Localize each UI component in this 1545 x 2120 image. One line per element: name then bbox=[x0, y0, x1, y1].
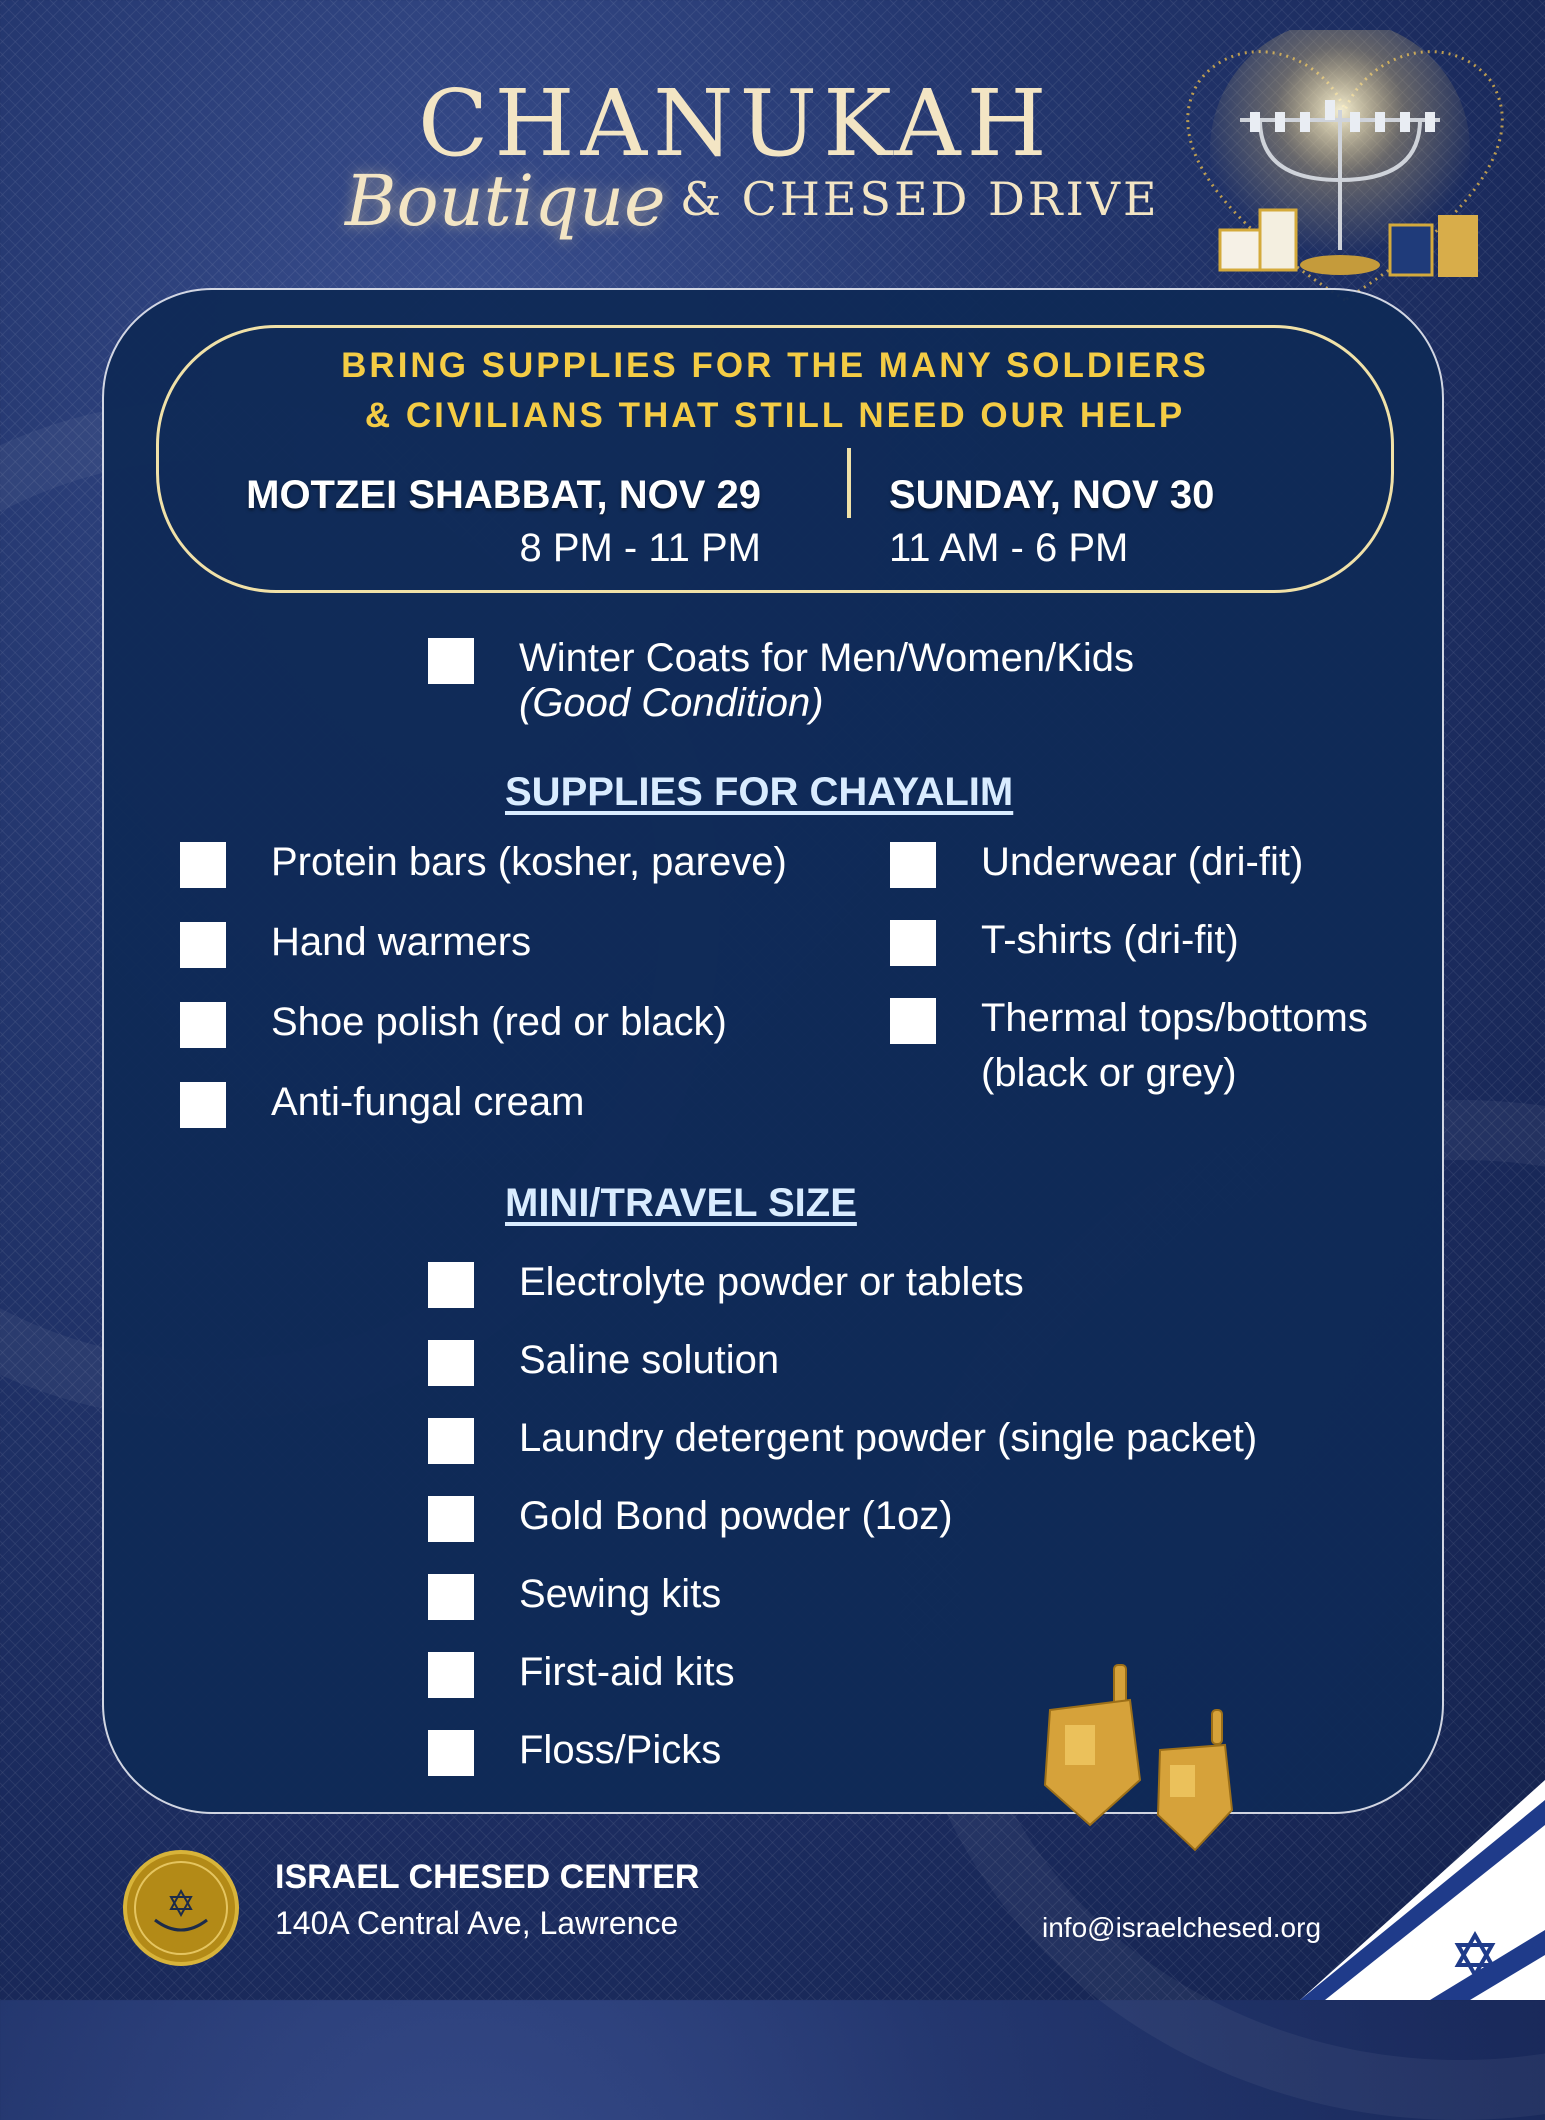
checklist-item bbox=[428, 1728, 721, 1776]
checkbox-icon[interactable] bbox=[428, 1262, 474, 1308]
israel-chesed-center-logo bbox=[123, 1850, 239, 1966]
checklist-item bbox=[428, 1338, 779, 1386]
item-label: Electrolyte powder or tablets bbox=[519, 1260, 1024, 1304]
checkbox-icon[interactable] bbox=[890, 998, 936, 1044]
contact-email[interactable]: info@israelchesed.org bbox=[1042, 1912, 1322, 1943]
date-divider bbox=[847, 448, 851, 518]
checkbox-icon[interactable] bbox=[180, 1002, 226, 1048]
item-label-continued: (black or grey) bbox=[981, 1051, 1237, 1095]
item-label: T-shirts (dri-fit) bbox=[981, 918, 1239, 962]
checkbox-icon[interactable] bbox=[180, 1082, 226, 1128]
date-block-saturday bbox=[246, 473, 761, 571]
item-label: Floss/Picks bbox=[519, 1728, 722, 1772]
title-boutique: Boutique bbox=[345, 160, 666, 242]
checklist-item-winter-coats bbox=[428, 636, 1134, 726]
checkbox-icon[interactable] bbox=[180, 842, 226, 888]
checkbox-icon[interactable] bbox=[428, 1574, 474, 1620]
checklist-item bbox=[180, 1080, 584, 1128]
item-label: Laundry detergent powder (single packet) bbox=[519, 1416, 1258, 1460]
item-label: Anti-fungal cream bbox=[271, 1080, 585, 1124]
time-sunday: 11 AM - 6 PM bbox=[889, 526, 1129, 570]
item-label: Sewing kits bbox=[519, 1572, 722, 1616]
item-label: Winter Coats for Men/Women/Kids bbox=[519, 636, 1135, 680]
checklist-item bbox=[890, 840, 1303, 888]
title-chesed-drive: & CHESED DRIVE bbox=[680, 172, 1160, 226]
item-label: Shoe polish (red or black) bbox=[271, 1000, 727, 1044]
checklist-item bbox=[428, 1416, 1257, 1464]
title-chanukah: CHANUKAH bbox=[418, 70, 1053, 177]
item-label: Underwear (dri-fit) bbox=[981, 840, 1304, 884]
banner-line-2: & CIVILIANS THAT STILL NEED OUR HELP bbox=[364, 396, 1186, 435]
checklist-item bbox=[428, 1572, 721, 1620]
checklist-item bbox=[890, 996, 1368, 1096]
checkbox-icon[interactable] bbox=[428, 1340, 474, 1386]
item-label: Protein bars (kosher, pareve) bbox=[271, 840, 787, 884]
checkbox-icon[interactable] bbox=[180, 922, 226, 968]
date-sunday: SUNDAY, NOV 30 bbox=[889, 473, 1215, 517]
event-banner bbox=[156, 325, 1394, 593]
checklist-item bbox=[180, 920, 531, 968]
banner-line-1: BRING SUPPLIES FOR THE MANY SOLDIERS bbox=[341, 346, 1209, 385]
section-heading-chayalim: SUPPLIES FOR CHAYALIM bbox=[505, 770, 1014, 814]
star-of-david-icon bbox=[131, 1858, 231, 1958]
date-saturday: MOTZEI SHABBAT, NOV 29 bbox=[246, 473, 761, 517]
checklist-item bbox=[180, 840, 787, 888]
time-saturday: 8 PM - 11 PM bbox=[519, 526, 761, 570]
item-label: Thermal tops/bottoms bbox=[981, 996, 1368, 1040]
item-note: (Good Condition) bbox=[519, 681, 824, 725]
checklist-item bbox=[428, 1650, 735, 1698]
item-label: Gold Bond powder (1oz) bbox=[519, 1494, 953, 1538]
checklist-item bbox=[890, 918, 1239, 966]
item-label: Saline solution bbox=[519, 1338, 780, 1382]
checkbox-icon[interactable] bbox=[890, 920, 936, 966]
section-heading-mini: MINI/TRAVEL SIZE bbox=[505, 1181, 857, 1225]
israel-flag-corner bbox=[1300, 1780, 1545, 2000]
menorah-gifts-illustration bbox=[1160, 30, 1530, 320]
organization-name: ISRAEL CHESED CENTER bbox=[275, 1858, 700, 1896]
checkbox-icon[interactable] bbox=[428, 1652, 474, 1698]
checkbox-icon[interactable] bbox=[428, 1418, 474, 1464]
date-block-sunday bbox=[889, 473, 1214, 571]
item-label: First-aid kits bbox=[519, 1650, 735, 1694]
checkbox-icon[interactable] bbox=[428, 638, 474, 684]
organization-address: 140A Central Ave, Lawrence bbox=[275, 1905, 679, 1941]
item-label: Hand warmers bbox=[271, 920, 532, 964]
checklist-item bbox=[428, 1494, 953, 1542]
checkbox-icon[interactable] bbox=[428, 1730, 474, 1776]
dreidels-illustration bbox=[1020, 1660, 1240, 1860]
checkbox-icon[interactable] bbox=[890, 842, 936, 888]
checklist-item bbox=[428, 1260, 1024, 1308]
checkbox-icon[interactable] bbox=[428, 1496, 474, 1542]
checklist-item bbox=[180, 1000, 727, 1048]
